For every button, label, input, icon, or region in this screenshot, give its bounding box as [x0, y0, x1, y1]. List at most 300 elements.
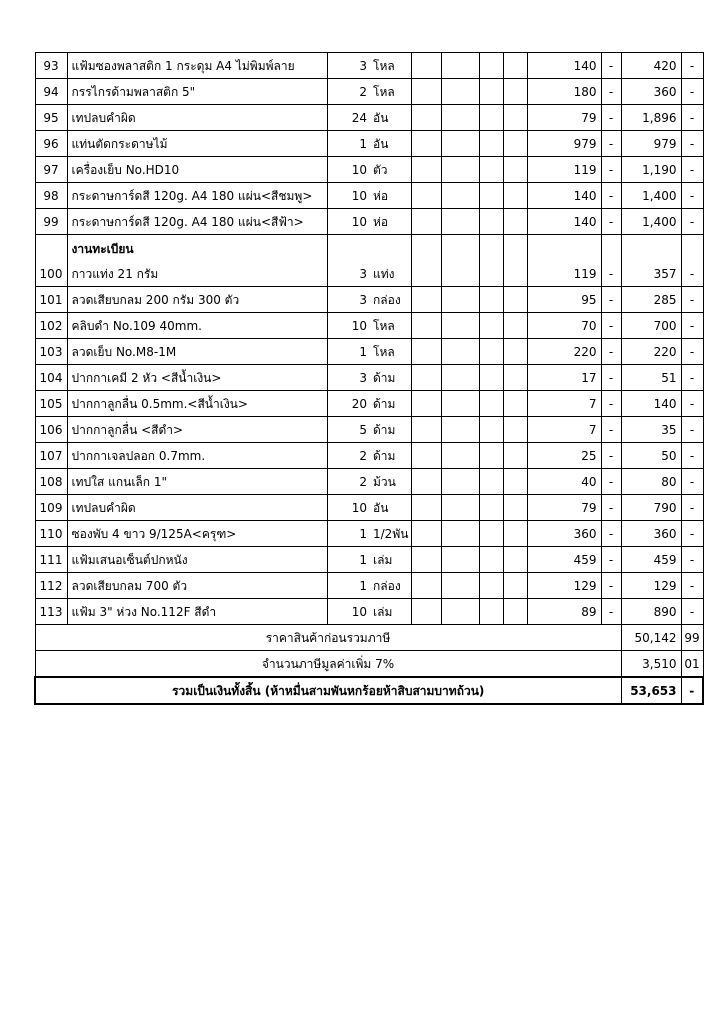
blank-cell: [441, 313, 479, 339]
blank-cell: [411, 313, 441, 339]
blank-cell: [441, 365, 479, 391]
item-amount: 50: [621, 443, 681, 469]
blank-cell: [503, 521, 527, 547]
item-unit-price-satang: -: [601, 313, 621, 339]
table-row: [35, 157, 703, 183]
table-row: [35, 495, 703, 521]
item-amount-satang: -: [681, 469, 703, 495]
item-amount: 285: [621, 287, 681, 313]
item-unit-price-satang: -: [601, 339, 621, 365]
item-amount: 129: [621, 573, 681, 599]
blank-cell: [503, 53, 527, 79]
item-unit-price-satang: -: [601, 287, 621, 313]
blank-cell: [479, 547, 503, 573]
blank-cell: [479, 53, 503, 79]
item-quantity: 1: [327, 521, 373, 547]
vat-label: จำนวนภาษีมูลค่าเพิ่ม 7%: [35, 651, 621, 677]
blank-cell: [441, 495, 479, 521]
item-number: 102: [35, 313, 67, 339]
item-description: กระดาษการ์ดสี 120g. A4 180 แผ่น<สีฟ้า>: [67, 209, 327, 235]
item-number: 95: [35, 105, 67, 131]
blank-cell: [479, 79, 503, 105]
table-row: [35, 53, 703, 79]
item-description: ปากกาเจลปลอก 0.7mm.: [67, 443, 327, 469]
item-unit-price: 360: [527, 521, 601, 547]
blank-cell: [503, 183, 527, 209]
blank-cell: [441, 339, 479, 365]
item-quantity: 2: [327, 469, 373, 495]
item-unit: อัน: [373, 495, 411, 521]
blank-cell: [503, 573, 527, 599]
item-quantity: 10: [327, 157, 373, 183]
item-amount: 420: [621, 53, 681, 79]
item-unit-price: 180: [527, 79, 601, 105]
item-quantity: 3: [327, 53, 373, 79]
item-unit-price: 79: [527, 105, 601, 131]
item-amount: 1,896: [621, 105, 681, 131]
blank-cell: [479, 417, 503, 443]
item-number: 105: [35, 391, 67, 417]
item-number: 103: [35, 339, 67, 365]
item-unit-price-satang: -: [601, 547, 621, 573]
item-amount: 51: [621, 365, 681, 391]
item-amount-satang: -: [681, 261, 703, 287]
item-unit-price: 140: [527, 209, 601, 235]
table-row: [35, 391, 703, 417]
item-description: แฟ้มเสนอเซ็นต์ปกหนัง: [67, 547, 327, 573]
blank-cell: [411, 339, 441, 365]
blank-cell: [503, 261, 527, 287]
blank-cell: [479, 495, 503, 521]
item-number: 106: [35, 417, 67, 443]
blank-cell: [503, 313, 527, 339]
blank-cell: [479, 391, 503, 417]
item-unit: ด้าม: [373, 391, 411, 417]
vat-row: [35, 651, 703, 677]
blank-cell: [527, 235, 601, 261]
item-description: ปากกาลูกลื่น <สีดำ>: [67, 417, 327, 443]
item-quantity: 3: [327, 365, 373, 391]
item-number: 111: [35, 547, 67, 573]
item-unit: กล่อง: [373, 287, 411, 313]
blank-cell: [503, 365, 527, 391]
item-unit-price-satang: -: [601, 365, 621, 391]
item-number: 99: [35, 209, 67, 235]
item-number: 97: [35, 157, 67, 183]
blank-cell: [411, 157, 441, 183]
blank-cell: [479, 469, 503, 495]
item-quantity: 3: [327, 261, 373, 287]
item-unit: กล่อง: [373, 573, 411, 599]
item-amount-satang: -: [681, 157, 703, 183]
blank-cell: [411, 521, 441, 547]
item-unit-price: 70: [527, 313, 601, 339]
table-row: [35, 183, 703, 209]
subtotal-row: [35, 625, 703, 651]
item-description: เทปลบคำผิด: [67, 105, 327, 131]
item-amount-satang: -: [681, 287, 703, 313]
table-row: [35, 79, 703, 105]
item-quantity: 3: [327, 287, 373, 313]
table-row: [35, 599, 703, 625]
item-amount: 35: [621, 417, 681, 443]
blank-cell: [441, 391, 479, 417]
blank-cell: [503, 209, 527, 235]
subtotal-label: ราคาสินค้าก่อนรวมภาษี: [35, 625, 621, 651]
blank-cell: [479, 365, 503, 391]
item-unit-price-satang: -: [601, 391, 621, 417]
item-unit: โหล: [373, 53, 411, 79]
blank-cell: [503, 495, 527, 521]
blank-cell: [621, 235, 681, 261]
item-quantity: 1: [327, 339, 373, 365]
blank-cell: [479, 183, 503, 209]
blank-cell: [441, 417, 479, 443]
blank-cell: [411, 53, 441, 79]
item-number: 109: [35, 495, 67, 521]
item-unit-price: 79: [527, 495, 601, 521]
blank-cell: [411, 599, 441, 625]
item-unit: ม้วน: [373, 469, 411, 495]
item-unit: โหล: [373, 339, 411, 365]
summary-block: [35, 625, 703, 704]
blank-cell: [503, 339, 527, 365]
item-number: 110: [35, 521, 67, 547]
item-amount-satang: -: [681, 599, 703, 625]
blank-cell: [411, 287, 441, 313]
section-header: [35, 235, 703, 261]
item-number: 100: [35, 261, 67, 287]
item-amount: 357: [621, 261, 681, 287]
item-unit-price-satang: -: [601, 79, 621, 105]
item-unit-price-satang: -: [601, 469, 621, 495]
item-quantity: 2: [327, 79, 373, 105]
blank-cell: [441, 521, 479, 547]
item-description: แฟ้ม 3" ห่วง No.112F สีดำ: [67, 599, 327, 625]
item-amount: 1,400: [621, 209, 681, 235]
item-number: 101: [35, 287, 67, 313]
blank-cell: [479, 105, 503, 131]
item-unit-price-satang: -: [601, 521, 621, 547]
item-quantity: 10: [327, 209, 373, 235]
blank-cell: [411, 183, 441, 209]
item-unit: โหล: [373, 313, 411, 339]
item-unit-price-satang: -: [601, 131, 621, 157]
blank-cell: [441, 443, 479, 469]
item-unit-price: 119: [527, 261, 601, 287]
blank-cell: [503, 391, 527, 417]
item-quantity: 1: [327, 547, 373, 573]
blank-cell: [411, 131, 441, 157]
item-unit: แท่ง: [373, 261, 411, 287]
item-amount: 979: [621, 131, 681, 157]
item-unit: ห่อ: [373, 183, 411, 209]
subtotal-baht: 50,142: [621, 625, 681, 651]
item-quantity: 5: [327, 417, 373, 443]
blank-cell: [503, 547, 527, 573]
item-amount-satang: -: [681, 547, 703, 573]
blank-cell: [479, 313, 503, 339]
item-number: 113: [35, 599, 67, 625]
item-unit: ด้าม: [373, 417, 411, 443]
item-amount: 1,400: [621, 183, 681, 209]
table-row: [35, 469, 703, 495]
blank-cell: [503, 131, 527, 157]
item-unit: ด้าม: [373, 443, 411, 469]
item-amount: 790: [621, 495, 681, 521]
blank-cell: [441, 105, 479, 131]
item-unit-price: 140: [527, 53, 601, 79]
item-amount: 140: [621, 391, 681, 417]
item-quantity: 10: [327, 183, 373, 209]
blank-cell: [411, 261, 441, 287]
item-unit: ด้าม: [373, 365, 411, 391]
item-amount-satang: -: [681, 521, 703, 547]
item-number: 104: [35, 365, 67, 391]
blank-cell: [503, 79, 527, 105]
blank-cell: [479, 157, 503, 183]
item-amount-satang: -: [681, 365, 703, 391]
item-description: ลวดเสียบกลม 700 ตัว: [67, 573, 327, 599]
table-row: [35, 339, 703, 365]
blank-cell: [503, 599, 527, 625]
item-amount: 360: [621, 521, 681, 547]
item-amount: 890: [621, 599, 681, 625]
item-unit-price-satang: -: [601, 209, 621, 235]
blank-cell: [411, 391, 441, 417]
items-table: [34, 52, 704, 705]
grand-total-satang: -: [681, 677, 703, 704]
table-row: [35, 547, 703, 573]
item-amount-satang: -: [681, 105, 703, 131]
item-amount-satang: -: [681, 209, 703, 235]
item-amount: 220: [621, 339, 681, 365]
blank-cell: [479, 235, 503, 261]
blank-cell: [411, 365, 441, 391]
item-quantity: 1: [327, 573, 373, 599]
blank-cell: [479, 443, 503, 469]
item-unit-price: 119: [527, 157, 601, 183]
blank-cell: [503, 235, 527, 261]
blank-cell: [441, 209, 479, 235]
blank-cell: [411, 235, 441, 261]
blank-cell: [411, 209, 441, 235]
table-row: [35, 209, 703, 235]
blank-cell: [503, 469, 527, 495]
item-number: 94: [35, 79, 67, 105]
item-description: แฟ้มซองพลาสติก 1 กระดุม A4 ไม่พิมพ์ลาย: [67, 53, 327, 79]
table-row: [35, 573, 703, 599]
item-number: 112: [35, 573, 67, 599]
blank-cell: [479, 131, 503, 157]
item-amount: 700: [621, 313, 681, 339]
blank-cell: [411, 105, 441, 131]
blank-cell: [479, 599, 503, 625]
blank-cell: [441, 183, 479, 209]
blank-cell: [503, 287, 527, 313]
item-amount: 1,190: [621, 157, 681, 183]
items-group-general: [35, 53, 703, 235]
item-description: กระดาษการ์ดสี 120g. A4 180 แผ่น<สีชมพู>: [67, 183, 327, 209]
blank-cell: [441, 469, 479, 495]
section-title: งานทะเบียน: [67, 235, 327, 261]
item-unit-price: 40: [527, 469, 601, 495]
item-amount-satang: -: [681, 339, 703, 365]
item-number: 108: [35, 469, 67, 495]
item-unit-price: 95: [527, 287, 601, 313]
blank-cell: [479, 261, 503, 287]
item-unit-price-satang: -: [601, 183, 621, 209]
price-list-sheet: [34, 52, 704, 705]
item-unit-price-satang: -: [601, 417, 621, 443]
item-quantity: 10: [327, 495, 373, 521]
item-unit-price: 459: [527, 547, 601, 573]
item-number: 98: [35, 183, 67, 209]
table-row: [35, 521, 703, 547]
item-quantity: 2: [327, 443, 373, 469]
blank-cell: [441, 131, 479, 157]
item-unit: เล่ม: [373, 547, 411, 573]
blank-cell: [479, 209, 503, 235]
blank-cell: [441, 287, 479, 313]
blank-cell: [681, 235, 703, 261]
grand-total-label: รวมเป็นเงินทั้งสิ้น (ห้าหมื่นสามพันหกร้อยห้าสิบสามบาทถ้วน): [35, 677, 621, 704]
item-description: เทปลบคำผิด: [67, 495, 327, 521]
blank-cell: [441, 235, 479, 261]
table-row: [35, 131, 703, 157]
blank-cell: [441, 261, 479, 287]
item-unit-price: 89: [527, 599, 601, 625]
item-quantity: 24: [327, 105, 373, 131]
blank-cell: [411, 495, 441, 521]
item-unit: โหล: [373, 79, 411, 105]
item-amount: 80: [621, 469, 681, 495]
table-row: [35, 105, 703, 131]
item-amount-satang: -: [681, 79, 703, 105]
item-description: คลิบดำ No.109 40mm.: [67, 313, 327, 339]
section-row: [35, 235, 703, 261]
item-unit-price: 220: [527, 339, 601, 365]
blank-cell: [441, 547, 479, 573]
item-unit-price: 7: [527, 391, 601, 417]
item-quantity: 10: [327, 599, 373, 625]
grand-total-row: [35, 677, 703, 704]
item-unit: ตัว: [373, 157, 411, 183]
blank-cell: [503, 417, 527, 443]
blank-cell: [411, 79, 441, 105]
item-description: กาวแท่ง 21 กรัม: [67, 261, 327, 287]
blank-cell: [503, 443, 527, 469]
item-description: แท่นตัดกระดาษไม้: [67, 131, 327, 157]
item-unit: อัน: [373, 105, 411, 131]
item-number: 107: [35, 443, 67, 469]
table-row: [35, 313, 703, 339]
table-row: [35, 417, 703, 443]
item-amount-satang: -: [681, 391, 703, 417]
item-unit-price: 129: [527, 573, 601, 599]
item-amount-satang: -: [681, 131, 703, 157]
items-group-registration: [35, 261, 703, 625]
item-description: กรรไกรด้ามพลาสติก 5": [67, 79, 327, 105]
item-amount-satang: -: [681, 313, 703, 339]
blank-cell: [411, 547, 441, 573]
blank-cell: [479, 573, 503, 599]
item-unit-price-satang: -: [601, 495, 621, 521]
item-unit: อัน: [373, 131, 411, 157]
item-amount: 459: [621, 547, 681, 573]
item-amount-satang: -: [681, 417, 703, 443]
item-number: 96: [35, 131, 67, 157]
item-unit: 1/2พัน: [373, 521, 411, 547]
blank-cell: [441, 599, 479, 625]
item-description: ปากกาลูกลื่น 0.5mm.<สีน้ำเงิน>: [67, 391, 327, 417]
table-row: [35, 261, 703, 287]
blank-cell: [503, 105, 527, 131]
blank-cell: [441, 573, 479, 599]
blank-cell: [327, 235, 373, 261]
section-no-cell: [35, 235, 67, 261]
vat-satang: 01: [681, 651, 703, 677]
item-description: ซองพับ 4 ขาว 9/125A<ครุฑ>: [67, 521, 327, 547]
blank-cell: [411, 443, 441, 469]
item-unit-price: 17: [527, 365, 601, 391]
item-number: 93: [35, 53, 67, 79]
blank-cell: [479, 521, 503, 547]
item-unit-price: 979: [527, 131, 601, 157]
item-unit: เล่ม: [373, 599, 411, 625]
item-description: ลวดเสียบกลม 200 กรัม 300 ตัว: [67, 287, 327, 313]
blank-cell: [601, 235, 621, 261]
blank-cell: [411, 573, 441, 599]
item-amount-satang: -: [681, 443, 703, 469]
grand-total-baht: 53,653: [621, 677, 681, 704]
item-unit-price-satang: -: [601, 599, 621, 625]
item-quantity: 20: [327, 391, 373, 417]
item-amount-satang: -: [681, 53, 703, 79]
item-unit-price-satang: -: [601, 443, 621, 469]
blank-cell: [411, 417, 441, 443]
item-unit-price-satang: -: [601, 573, 621, 599]
item-unit-price-satang: -: [601, 261, 621, 287]
blank-cell: [479, 287, 503, 313]
blank-cell: [411, 469, 441, 495]
blank-cell: [479, 339, 503, 365]
item-description: ลวดเย็บ No.M8-1M: [67, 339, 327, 365]
table-row: [35, 443, 703, 469]
item-unit-price: 140: [527, 183, 601, 209]
item-unit-price-satang: -: [601, 157, 621, 183]
item-quantity: 10: [327, 313, 373, 339]
item-amount-satang: -: [681, 183, 703, 209]
subtotal-satang: 99: [681, 625, 703, 651]
table-row: [35, 365, 703, 391]
item-unit-price: 25: [527, 443, 601, 469]
item-description: เครื่องเย็บ No.HD10: [67, 157, 327, 183]
item-unit-price-satang: -: [601, 53, 621, 79]
item-unit: ห่อ: [373, 209, 411, 235]
item-amount-satang: -: [681, 495, 703, 521]
item-description: ปากกาเคมี 2 หัว <สีน้ำเงิน>: [67, 365, 327, 391]
table-row: [35, 287, 703, 313]
blank-cell: [441, 79, 479, 105]
item-unit-price-satang: -: [601, 105, 621, 131]
item-amount: 360: [621, 79, 681, 105]
blank-cell: [503, 157, 527, 183]
item-amount-satang: -: [681, 573, 703, 599]
blank-cell: [441, 157, 479, 183]
vat-baht: 3,510: [621, 651, 681, 677]
item-quantity: 1: [327, 131, 373, 157]
